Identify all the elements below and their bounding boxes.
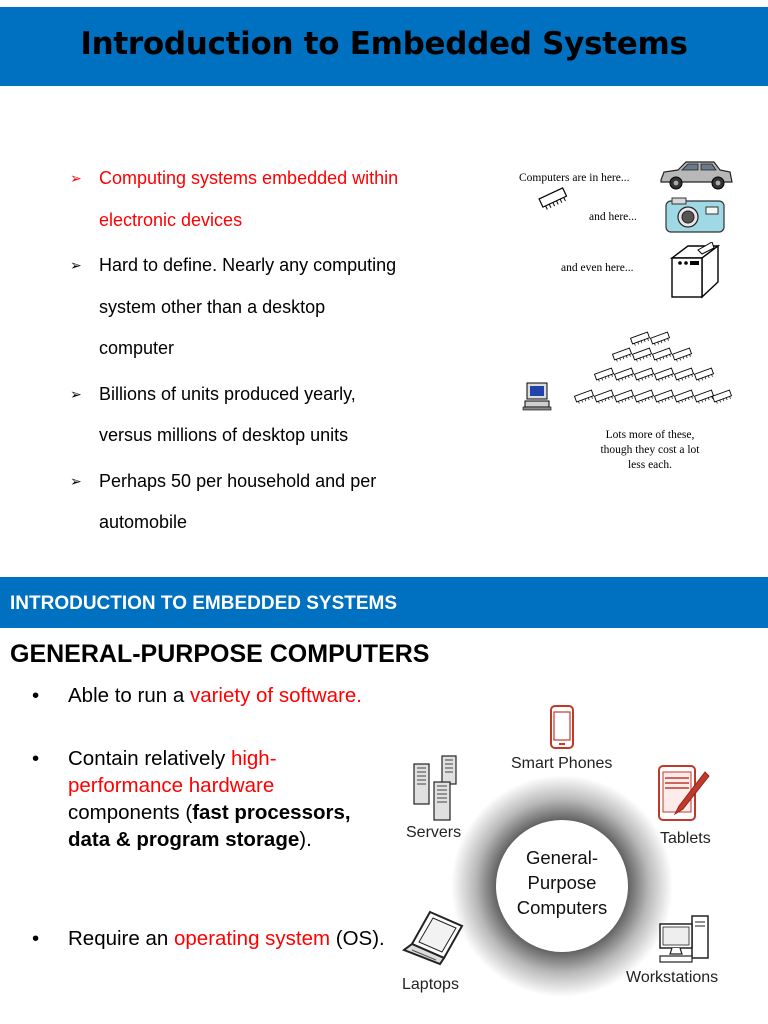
bullet-dot-icon: • (32, 684, 40, 707)
camera-icon (664, 197, 728, 235)
slide2-bullet-list (30, 682, 390, 952)
slide2-subtitle: GENERAL-PURPOSE COMPUTERS (10, 640, 430, 668)
diagram-center-label: General- Purpose Computers (516, 847, 608, 918)
bullet-billions-units: ➢ Billions of units produced yearly, versus millions of desktop units (70, 374, 470, 457)
caption-and-here: and here... (589, 211, 637, 223)
label-servers: Servers (406, 824, 462, 841)
label-tablets: Tablets (660, 830, 711, 847)
slide2-header-title: INTRODUCTION TO EMBEDDED SYSTEMS (10, 593, 398, 614)
caption-and-even-here: and even here... (561, 262, 634, 274)
washing-machine-icon (668, 242, 722, 300)
bullet-hard-to-define: ➢ Hard to define. Nearly any computing system other than a desktop computer (70, 245, 470, 370)
arrow-bullet-icon: ➢ (70, 385, 82, 402)
chip-pyramid-icon (572, 328, 732, 410)
arrow-bullet-icon: ➢ (70, 472, 82, 489)
workstation-icon (656, 914, 712, 966)
bullet-per-household: ➢ Perhaps 50 per household and per automobile (70, 461, 470, 544)
label-laptops: Laptops (402, 976, 459, 993)
tablet-icon (655, 764, 711, 824)
slide1-title: Introduction to Embedded Systems (80, 26, 688, 62)
smartphone-icon (548, 704, 576, 750)
bullet-embedded-definition: ➢ Computing systems embedded within electronic devices (70, 158, 470, 241)
laptop-icon (400, 908, 466, 968)
label-workstations: Workstations (626, 969, 719, 986)
microchip-icon (536, 184, 570, 212)
desktop-computer-icon (522, 381, 552, 411)
caption-lots-more: Lots more of these, though they cost a lot less each. (600, 429, 700, 471)
bullet-dot-icon: • (32, 747, 40, 770)
servers-icon (410, 754, 464, 822)
bullet-dot-icon: • (32, 927, 40, 950)
arrow-bullet-icon: ➢ (70, 257, 82, 273)
label-smart-phones: Smart Phones (511, 755, 613, 772)
slide1-bullet-list (70, 158, 470, 548)
bullet-operating-system: • Require an operating system (OS). (32, 927, 385, 950)
bullet-high-performance: • Contain relatively high-performance hardware components (fast processors, data & program storage). (32, 747, 351, 851)
caption-computers-in-here: Computers are in here... (519, 172, 630, 184)
car-icon (658, 158, 734, 192)
arrow-bullet-icon: ➢ (70, 170, 82, 186)
bullet-variety-software: • Able to run a variety of software. (32, 684, 362, 707)
